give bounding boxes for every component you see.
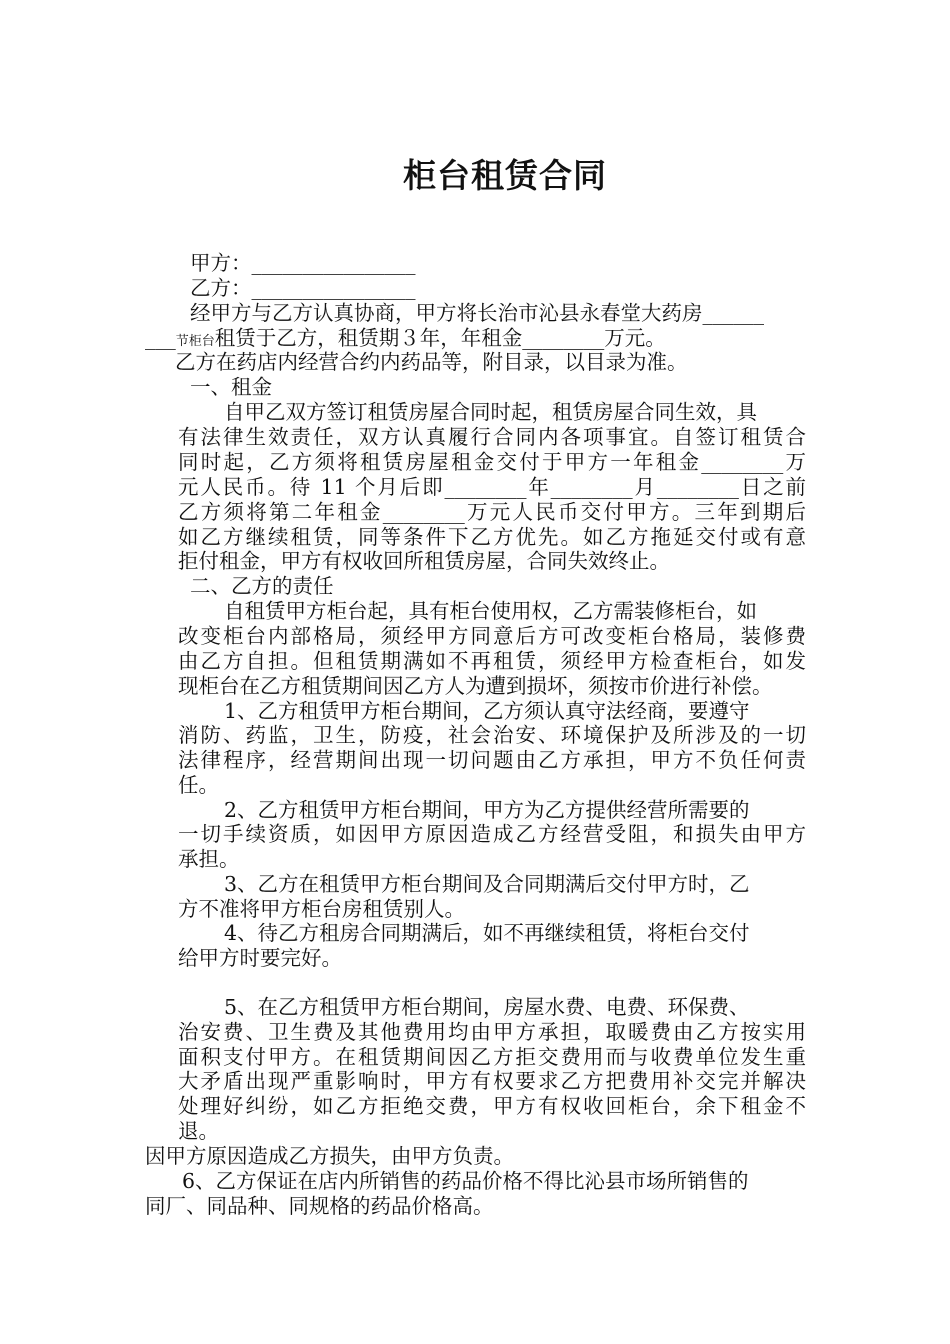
s1-line: 元人民币。待 11 个月后即________年________月________日之前 — [178, 475, 806, 499]
document-title: 柜台租赁合同 — [403, 156, 607, 195]
clause-1-line: 消防、药监，卫生，防疫，社会治安、环境保护及所涉及的一切 — [178, 723, 806, 747]
s1-line: 乙方须将第二年租金________万元人民币交付甲方。三年到期后 — [178, 500, 806, 524]
clause-1-line: 1、乙方租赁甲方柜台期间，乙方须认真守法经商，要遵守 — [224, 699, 750, 723]
clause-2-line: 承担。 — [178, 847, 240, 871]
s2-line: 现柜台在乙方租赁期间因乙方人为遭到损坏，须按市价进行补偿。 — [178, 674, 773, 698]
clause-4-line: 给甲方时要完好。 — [178, 946, 342, 970]
clause-1-line: 法律程序，经营期间出现一切问题由乙方承担，甲方不负任何责 — [178, 748, 806, 772]
clause-6-line: 同厂、同品种、同规格的药品价格高。 — [145, 1194, 494, 1218]
s2-line: 改变柜台内部格局，须经甲方同意后方可改变柜台格局，装修费 — [178, 624, 806, 648]
intro-small-label: 节柜台 — [175, 334, 215, 349]
clause-1-line: 任。 — [178, 773, 219, 797]
s1-line: 如乙方继续租赁，同等条件下乙方优先。如乙方拖延交付或有意 — [178, 525, 806, 549]
party-a-line: 甲方：________________ — [190, 251, 416, 275]
clause-5-extra-line: 因甲方原因造成乙方损失，由甲方负责。 — [145, 1144, 514, 1168]
s2-line: 由乙方自担。但租赁期满如不再租赁，须经甲方检查柜台，如发 — [178, 649, 806, 673]
clause-5-line: 退。 — [178, 1119, 219, 1143]
clause-5-line: 5、在乙方租赁甲方柜台期间，房屋水费、电费、环保费、 — [224, 995, 750, 1019]
clause-5-line: 面积支付甲方。在租赁期间因乙方拒交费用而与收费单位发生重 — [178, 1045, 806, 1069]
party-b-line: 乙方：________________ — [190, 276, 416, 300]
clause-5-line: 处理好纠纷，如乙方拒绝交费，甲方有权收回柜台，余下租金不 — [178, 1094, 806, 1118]
clause-2-line: 2、乙方租赁甲方柜台期间，甲方为乙方提供经营所需要的 — [224, 798, 750, 822]
s1-line: 自甲乙双方签订租赁房屋合同时起，租赁房屋合同生效，具 — [224, 400, 757, 424]
intro-rest: 租赁于乙方，租赁期３年，年租金________万元。 — [214, 326, 666, 350]
s2-line: 自租赁甲方柜台起，具有柜台使用权，乙方需装修柜台，如 — [224, 599, 757, 623]
s1-line: 有法律生效责任，双方认真履行合同内各项事宜。自签订租赁合 — [178, 425, 806, 449]
intro-blank: ___ — [145, 326, 176, 350]
s1-line: 同时起，乙方须将租赁房屋租金交付于甲方一年租金________万 — [178, 450, 806, 474]
section-1-heading: 一、租金 — [190, 375, 272, 399]
clause-3-line: 方不准将甲方柜台房租赁别人。 — [178, 897, 465, 921]
s1-line: 拒付租金，甲方有权收回所租赁房屋，合同失效终止。 — [178, 549, 670, 573]
clause-4-line: 4、待乙方租房合同期满后，如不再继续租赁，将柜台交付 — [224, 921, 750, 945]
clause-5-line: 治安费、卫生费及其他费用均由甲方承担，取暖费由乙方按实用 — [178, 1020, 806, 1044]
clause-2-line: 一切手续资质，如因甲方原因造成乙方经营受阻，和损失由甲方 — [178, 822, 806, 846]
clause-3-line: 3、乙方在租赁甲方柜台期间及合同期满后交付甲方时，乙 — [224, 872, 750, 896]
clause-6-line: 6、乙方保证在店内所销售的药品价格不得比沁县市场所销售的 — [182, 1169, 749, 1193]
section-2-heading: 二、乙方的责任 — [190, 574, 334, 598]
clause-5-line: 大矛盾出现严重影响时，甲方有权要求乙方把费用补交完并解决 — [178, 1069, 806, 1093]
intro-line-1: 经甲方与乙方认真协商，甲方将长治市沁县永春堂大药房______ — [190, 301, 764, 325]
intro-line-3: 乙方在药店内经营合约内药品等，附目录，以目录为准。 — [175, 350, 688, 374]
